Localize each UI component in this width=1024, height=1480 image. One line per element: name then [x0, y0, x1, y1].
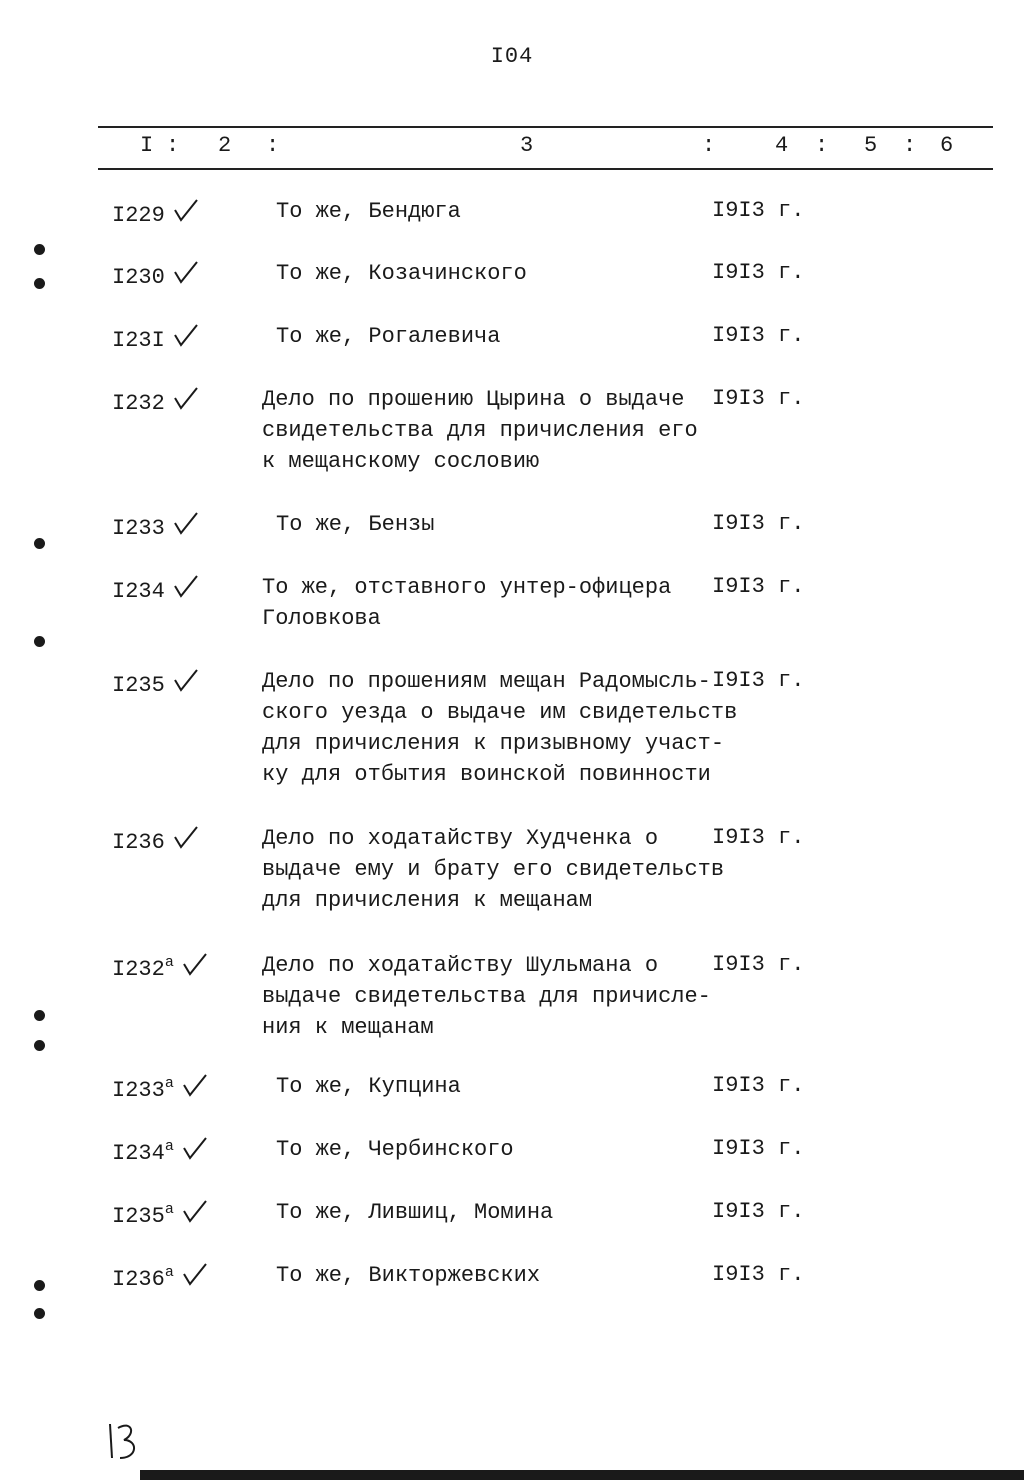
binding-hole — [34, 1040, 45, 1051]
column-header-2: 2 — [218, 133, 232, 158]
checkmark-icon — [182, 1073, 208, 1099]
checkmark-icon — [182, 1262, 208, 1288]
entry-description: То же, Бензы — [276, 512, 435, 537]
column-header-3: 3 — [520, 133, 534, 158]
entry-description: Дело по прошениям мещан Радомысль- ского уезда о выдаче им свидетельств для причисления к призывному участ- ку для отбытия воинской повинности — [262, 669, 738, 787]
entry-year: I9I3 г. — [712, 323, 805, 348]
entry-number: $I235^а$ — [112, 1199, 242, 1229]
entry-description: То же, Бендюга — [276, 199, 461, 224]
entry-description: Дело по ходатайству Худченка о выдаче ему и брату его свидетельств для причисления к мещанам — [262, 826, 725, 913]
entry-description: То же, Чербинского — [276, 1137, 514, 1162]
entry-number: I235 — [112, 668, 242, 698]
binding-hole — [34, 1280, 45, 1291]
binding-hole — [34, 538, 45, 549]
entry-number: I23I — [112, 323, 242, 353]
checkmark-icon — [173, 198, 199, 224]
checkmark-icon — [173, 574, 199, 600]
checkmark-icon — [182, 952, 208, 978]
entry-year: I9I3 г. — [712, 668, 805, 693]
entry-description: То же, Купцина — [276, 1074, 461, 1099]
entry-year: I9I3 г. — [712, 511, 805, 536]
column-separator: : — [166, 133, 180, 158]
entry-description: То же, отставного унтер-офицера Головкова — [262, 575, 672, 631]
scan-edge-bar — [140, 1470, 1024, 1480]
entry-year: I9I3 г. — [712, 386, 805, 411]
checkmark-icon — [173, 825, 199, 851]
entry-number: I236 — [112, 825, 242, 855]
entry-description: То же, Рогалевича — [276, 324, 501, 349]
entry-number: I230 — [112, 260, 242, 290]
entry-number: $I234^а$ — [112, 1136, 242, 1166]
entry-number: I232 — [112, 386, 242, 416]
entry-description: То же, Викторжевских — [276, 1263, 541, 1288]
column-header-1: I — [140, 133, 154, 158]
entry-description: Дело по прошению Цырина о выдаче свидетельства для причисления его к мещанскому сословию — [262, 387, 698, 474]
entry-year: I9I3 г. — [712, 1136, 805, 1161]
checkmark-icon — [182, 1199, 208, 1225]
entry-number: $I236^а$ — [112, 1262, 242, 1292]
binding-hole — [34, 1010, 45, 1021]
checkmark-icon — [173, 260, 199, 286]
binding-hole — [34, 1308, 45, 1319]
column-separator: : — [815, 133, 829, 158]
entry-number: $I233^а$ — [112, 1073, 242, 1103]
entry-year: I9I3 г. — [712, 825, 805, 850]
binding-hole — [34, 278, 45, 289]
entry-number: I234 — [112, 574, 242, 604]
entry-year: I9I3 г. — [712, 1073, 805, 1098]
entry-year: I9I3 г. — [712, 952, 805, 977]
column-separator: : — [266, 133, 280, 158]
checkmark-icon — [182, 1136, 208, 1162]
column-header-6: 6 — [940, 133, 954, 158]
entry-number: I229 — [112, 198, 242, 228]
entry-number: I233 — [112, 511, 242, 541]
entry-year: I9I3 г. — [712, 260, 805, 285]
entry-year: I9I3 г. — [712, 1262, 805, 1287]
entry-description: Дело по ходатайству Шульмана о выдаче свидетельства для причисле- ния к мещанам — [262, 953, 711, 1040]
checkmark-icon — [173, 511, 199, 537]
column-header-4: 4 — [775, 133, 789, 158]
binding-hole — [34, 636, 45, 647]
checkmark-icon — [173, 323, 199, 349]
table-header-rule — [98, 168, 993, 170]
binding-hole — [34, 244, 45, 255]
column-separator: : — [702, 133, 716, 158]
page-number: I04 — [490, 44, 534, 69]
column-header-5: 5 — [864, 133, 878, 158]
entry-description: То же, Козачинского — [276, 261, 527, 286]
entry-number: $I232^а$ — [112, 952, 242, 982]
handwritten-sheet-mark — [104, 1418, 144, 1469]
checkmark-icon — [173, 668, 199, 694]
checkmark-icon — [173, 386, 199, 412]
table-top-rule — [98, 126, 993, 128]
entry-description: То же, Лившиц, Момина — [276, 1200, 554, 1225]
column-separator: : — [903, 133, 917, 158]
entry-year: I9I3 г. — [712, 574, 805, 599]
entry-year: I9I3 г. — [712, 1199, 805, 1224]
entry-year: I9I3 г. — [712, 198, 805, 223]
